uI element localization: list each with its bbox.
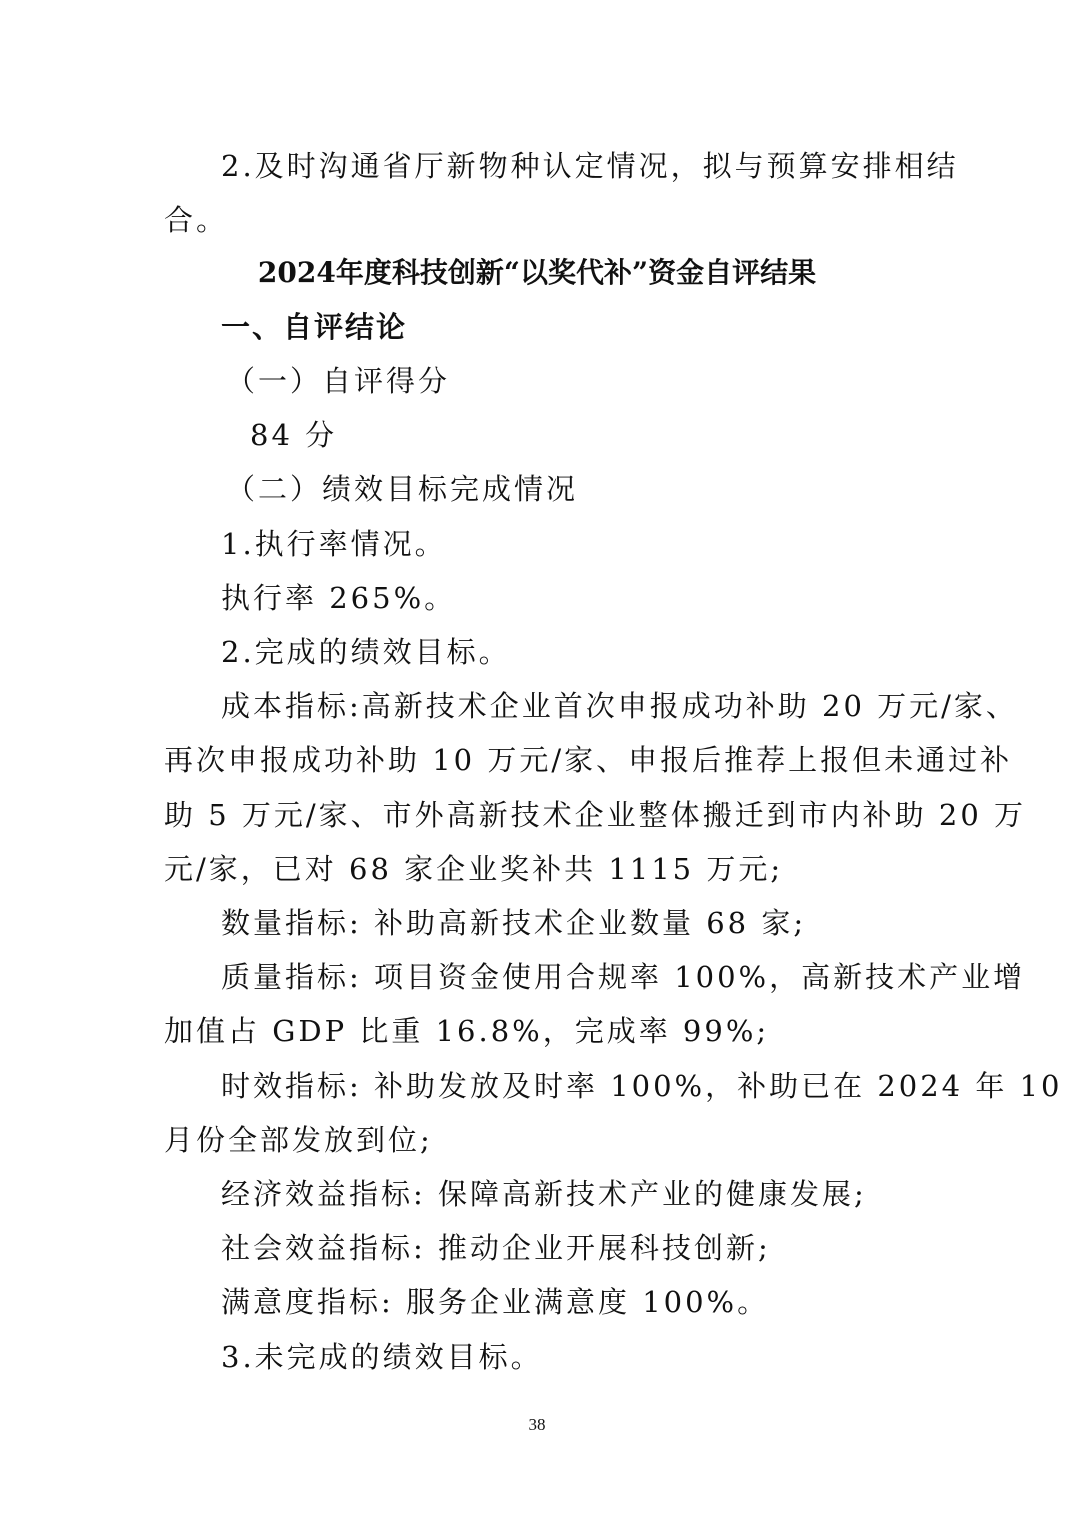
- heading-level-1: 一、自评结论: [221, 310, 408, 344]
- paragraph-line: 执行率 265%。: [221, 581, 457, 615]
- paragraph-line: 经济效益指标: 保障高新技术产业的健康发展;: [221, 1177, 867, 1211]
- paragraph-line: 数量指标: 补助高新技术企业数量 68 家;: [221, 906, 807, 940]
- paragraph-line: 满意度指标: 服务企业满意度 100%。: [221, 1285, 770, 1319]
- item-heading: 2.完成的绩效目标。: [221, 635, 511, 669]
- paragraph-line: 社会效益指标: 推动企业开展科技创新;: [221, 1231, 771, 1265]
- item-heading: 1.执行率情况。: [221, 527, 447, 561]
- paragraph-line: 成本指标:高新技术企业首次申报成功补助 20 万元/家、: [221, 689, 1018, 723]
- heading-level-2: （二）绩效目标完成情况: [226, 472, 579, 506]
- paragraph-line: 元/家，已对 68 家企业奖补共 1115 万元;: [164, 852, 784, 886]
- paragraph-line: 加值占 GDP 比重 16.8%，完成率 99%;: [164, 1014, 770, 1048]
- paragraph-line: 月份全部发放到位;: [164, 1123, 433, 1157]
- paragraph-line: 再次申报成功补助 10 万元/家、申报后推荐上报但未通过补: [164, 743, 1013, 777]
- paragraph-line: 助 5 万元/家、市外高新技术企业整体搬迁到市内补助 20 万: [164, 798, 1026, 832]
- heading-level-2: （一）自评得分: [226, 364, 451, 398]
- paragraph-line: 质量指标: 项目资金使用合规率 100%，高新技术产业增: [221, 960, 1026, 994]
- paragraph-line: 2.及时沟通省厅新物种认定情况，拟与预算安排相结: [221, 149, 959, 183]
- item-heading: 3.未完成的绩效目标。: [221, 1340, 543, 1374]
- section-title: 2024年度科技创新“以奖代补”资金自评结果: [257, 256, 817, 289]
- page-number: 38: [528, 1415, 546, 1434]
- paragraph-line: 合。: [164, 203, 229, 237]
- paragraph-line: 时效指标: 补助发放及时率 100%，补助已在 2024 年 10: [221, 1069, 1063, 1103]
- score-value: 84 分: [250, 418, 338, 452]
